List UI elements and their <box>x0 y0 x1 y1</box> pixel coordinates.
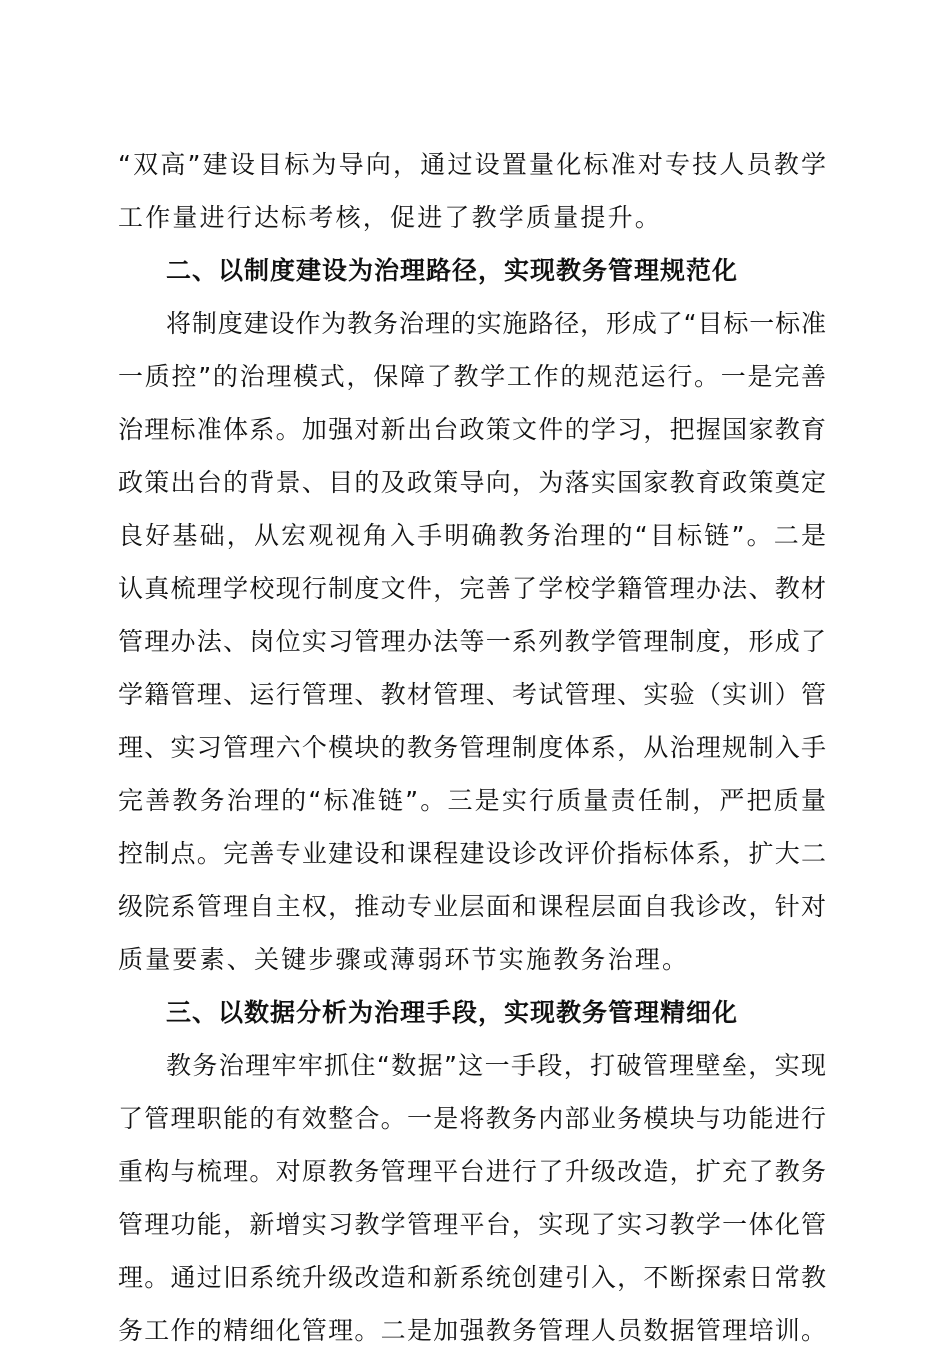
document-body <box>118 138 826 1357</box>
text-line: 治理标准体系。加强对新出台政策文件的学习，把握国家教育 <box>118 415 826 444</box>
text-line: 一质控”的治理模式，保障了教学工作的规范运行。一是完善 <box>118 362 826 391</box>
text-line: 质量要素、关键步骤或薄弱环节实施教务治理。 <box>118 945 690 974</box>
text-line: 政策出台的背景、目的及政策导向，为落实国家教育政策奠定 <box>118 468 826 497</box>
text-line: 管理办法、岗位实习管理办法等一系列教学管理制度，形成了 <box>118 627 826 656</box>
heading-line: 三、以数据分析为治理手段，实现教务管理精细化 <box>166 998 739 1027</box>
paragraph <box>118 297 826 986</box>
text-line: 良好基础，从宏观视角入手明确教务治理的“目标链”。二是 <box>118 521 826 550</box>
text-line: 认真梳理学校现行制度文件，完善了学校学籍管理办法、教材 <box>118 574 826 603</box>
text-line: 管理功能，新增实习教学管理平台，实现了实习教学一体化管 <box>118 1210 826 1239</box>
text-line: 学籍管理、运行管理、教材管理、考试管理、实验（实训）管 <box>118 680 826 709</box>
text-line: 级院系管理自主权，推动专业层面和课程层面自我诊改，针对 <box>118 892 826 921</box>
heading-line: 二、以制度建设为治理路径，实现教务管理规范化 <box>166 256 739 285</box>
text-line: 将制度建设作为教务治理的实施路径，形成了“目标一标准 <box>166 309 826 338</box>
text-line: 工作量进行达标考核，促进了教学质量提升。 <box>118 203 663 232</box>
text-line: 务工作的精细化管理。二是加强教务管理人员数据管理培训。 <box>118 1316 826 1345</box>
paragraph <box>118 1039 826 1357</box>
text-line: 控制点。完善专业建设和课程建设诊改评价指标体系，扩大二 <box>118 839 826 868</box>
text-line: 完善教务治理的“标准链”。三是实行质量责任制，严把质量 <box>118 786 826 815</box>
text-line: “双高”建设目标为导向，通过设置量化标准对专技人员教学 <box>118 150 826 179</box>
text-line: 了管理职能的有效整合。一是将教务内部业务模块与功能进行 <box>118 1104 826 1133</box>
text-line: 理。通过旧系统升级改造和新系统创建引入，不断探索日常教 <box>118 1263 826 1292</box>
text-line: 教务治理牢牢抓住“数据”这一手段，打破管理壁垒，实现 <box>166 1051 826 1080</box>
text-line: 理、实习管理六个模块的教务管理制度体系，从治理规制入手 <box>118 733 826 762</box>
text-line: 重构与梳理。对原教务管理平台进行了升级改造，扩充了教务 <box>118 1157 826 1186</box>
paragraph <box>118 138 826 244</box>
section-heading <box>118 986 826 1039</box>
section-heading <box>118 244 826 297</box>
